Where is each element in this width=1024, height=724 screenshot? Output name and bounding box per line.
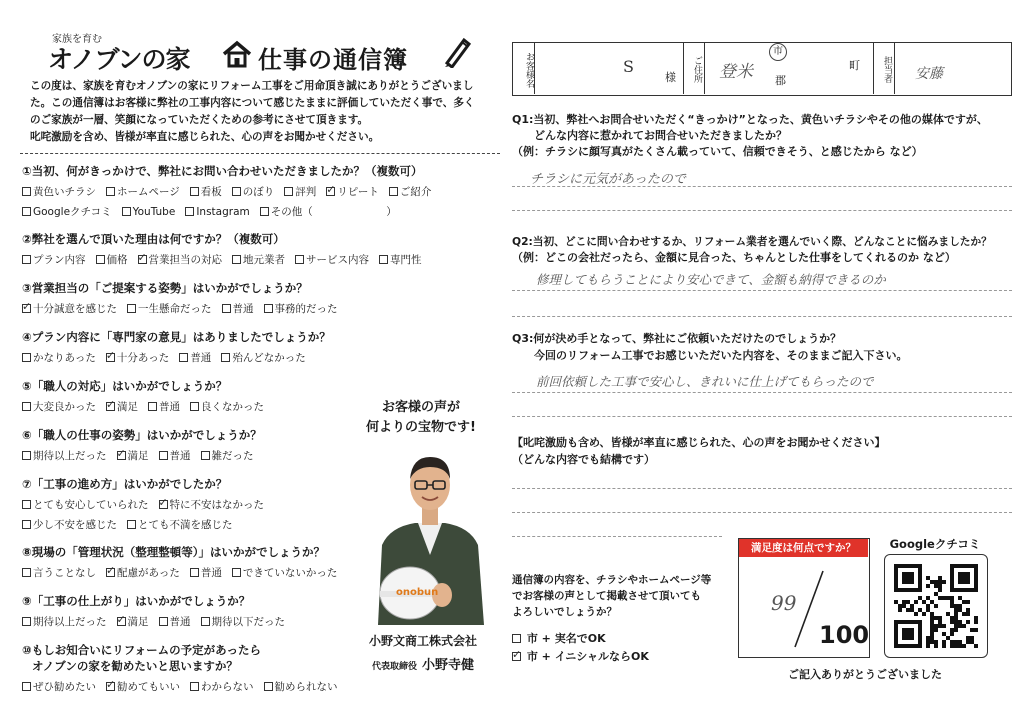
q1-example: （例：チラシに顔写真がたくさん載っていて、信頼できそう、と感じたから など）: [512, 145, 923, 158]
question-title: ④プラン内容に「専門家の意見」はありましたでしょうか？: [22, 330, 331, 344]
option-label: 普通: [169, 450, 191, 462]
option[interactable]: [117, 450, 149, 462]
question-title: ⑩もしお知合いにリフォームの予定があったら: [22, 643, 262, 657]
option[interactable]: [106, 401, 138, 413]
checkbox[interactable]: [179, 353, 188, 362]
option-label: 普通: [232, 303, 254, 315]
option[interactable]: [159, 450, 191, 462]
checkbox[interactable]: [159, 617, 168, 626]
checkbox[interactable]: [389, 187, 398, 196]
q3-line2: 今回のリフォーム工事でお感じいただいた内容を、そのままご記入下さい。: [534, 349, 908, 362]
option[interactable]: [221, 352, 306, 364]
option-label: 価格: [106, 254, 128, 266]
question-1: [22, 163, 492, 219]
option-label: 営業担当の対応: [148, 254, 222, 266]
option-label: 期待以上だった: [33, 450, 107, 462]
q4-block: [512, 434, 1012, 468]
option-label: 看板: [200, 186, 222, 198]
sama-label: 様: [665, 71, 676, 84]
option[interactable]: [284, 186, 316, 198]
option[interactable]: [106, 186, 180, 198]
checkbox[interactable]: [96, 255, 105, 264]
checkbox[interactable]: [190, 568, 199, 577]
checkbox[interactable]: [222, 304, 231, 313]
checkbox[interactable]: [284, 187, 293, 196]
option-label: かなりあった: [33, 352, 96, 364]
publish-line: でお客様の声として掲載させて頂いても: [512, 590, 701, 602]
checkbox[interactable]: [232, 187, 241, 196]
intro-line: この度は、家族を育むオノブンの家にリフォーム工事をご用命頂き誠にありがとうございまし: [30, 80, 474, 92]
option[interactable]: [326, 186, 379, 198]
checkbox[interactable]: [22, 255, 31, 264]
checkbox[interactable]: [260, 207, 269, 216]
option-label: 事務的だった: [274, 303, 338, 315]
rep-title: 代表取締役: [371, 662, 417, 672]
checkbox[interactable]: [22, 304, 31, 313]
option[interactable]: [232, 254, 285, 266]
promo-bubble: [356, 398, 486, 438]
option-label: 黄色いチラシ: [33, 186, 96, 198]
option-label: サービス内容: [306, 254, 369, 266]
q4-line-a: [512, 488, 1012, 489]
option-label: とても安心していられた: [33, 499, 149, 511]
footer-thanks: ご記入ありがとうございました: [788, 668, 942, 681]
q3-answer[interactable]: 前回依頼した工事で安心し、きれいに仕上げてもらったので: [536, 374, 874, 389]
checkbox[interactable]: [159, 451, 168, 460]
checkbox[interactable]: [22, 207, 31, 216]
checkbox[interactable]: [232, 255, 241, 264]
option-label: 地元業者: [243, 254, 285, 266]
checkbox[interactable]: [106, 187, 115, 196]
checkbox[interactable]: [201, 617, 210, 626]
checkbox[interactable]: [22, 402, 31, 411]
option[interactable]: [127, 519, 233, 531]
name-label: お客様名: [524, 51, 534, 88]
option[interactable]: [127, 303, 212, 315]
bubble-line-2: 何よりの宝物です!: [366, 420, 476, 435]
checkbox[interactable]: [106, 353, 115, 362]
google-label: Googleクチコミ: [889, 537, 981, 551]
option[interactable]: [106, 352, 169, 364]
q1-line1: Q1:当初、弊社へお問合せいただく“きっかけ”となった、黄色いチラシやその他の媒体ですが、: [512, 113, 988, 126]
q3-block: [512, 330, 1012, 364]
checkbox[interactable]: [106, 402, 115, 411]
score-box: [738, 538, 870, 658]
brand-name: オノブンの家: [48, 45, 190, 74]
q1-line-b: [512, 210, 1012, 211]
option[interactable]: [22, 519, 117, 531]
option[interactable]: [22, 206, 112, 218]
q4-line1: 【叱咤激励も含め、皆様が率直に感じられた、心の声をお聞かせください】: [512, 436, 886, 449]
representative: [356, 654, 490, 673]
q1-block: [512, 112, 1012, 160]
option[interactable]: [22, 616, 107, 628]
city-value[interactable]: 登米: [719, 62, 753, 82]
q1-line2: どんな内容に惹かれてお問合せいただきましたか？: [534, 129, 787, 142]
q2-line-a: [512, 290, 1012, 291]
option-label: 評判: [295, 186, 317, 198]
checkbox[interactable]: [190, 402, 199, 411]
option[interactable]: [106, 681, 180, 693]
helmet-logo: onobun: [396, 587, 439, 598]
checkbox[interactable]: [201, 451, 210, 460]
option[interactable]: [232, 186, 275, 198]
intro-line: た。この通信簿はお客様に弊社の工事内容について感じたままに評価していただく事で、多く: [30, 97, 475, 109]
option-label: 一生懸命だった: [138, 303, 212, 315]
option-label: 雑だった: [211, 450, 254, 462]
checkbox[interactable]: [117, 617, 126, 626]
option-label: 勧めてもいい: [117, 681, 180, 693]
machi-label: 町: [849, 59, 860, 72]
option-label: 良くなかった: [201, 401, 264, 413]
option-label: リピート: [337, 186, 379, 198]
option[interactable]: [264, 303, 338, 315]
brand-logo: [44, 30, 474, 74]
option-label: Instagram: [196, 206, 250, 218]
intro-line: 叱咤激励を含め、皆様が率直に感じられた、心の声をお聞かせください。: [30, 131, 380, 143]
q2-line-b: [512, 316, 1012, 317]
q4-line-b: [512, 512, 1012, 513]
gun-label: 郡: [775, 74, 786, 87]
staff-label: 担当者: [882, 56, 892, 83]
intro-line: のご家族が一層、笑顔になっていただくための参考にさせて頂きます。: [30, 114, 369, 126]
q2-line1: Q2:当初、どこに問い合わせするか、リフォーム業者を選んでいく際、どんなことに悩みましたか？: [512, 235, 992, 248]
company-name: 小野文商工株式会社: [368, 634, 477, 648]
checkbox[interactable]: [22, 568, 31, 577]
question-title: ⑥「職人の仕事の姿勢」はいかがでしょうか？: [22, 428, 262, 442]
q2-answer[interactable]: 修理してもらうことにより安心できて、金額も納得できるのか: [536, 272, 886, 287]
option[interactable]: [22, 303, 117, 315]
qr-code-icon[interactable]: [894, 564, 978, 648]
checkbox[interactable]: [22, 500, 31, 509]
option-label: ホームページ: [117, 186, 180, 198]
checkbox[interactable]: [232, 568, 241, 577]
publish-opt1-label: 市 + 実名でOK: [526, 632, 606, 645]
option-label: のぼり: [242, 186, 275, 198]
option[interactable]: [190, 681, 254, 693]
option[interactable]: [22, 499, 149, 511]
checkbox[interactable]: [22, 520, 31, 529]
brand-small: 家族を育む: [52, 34, 102, 45]
publish-line: 通信簿の内容を、チラシやホームページ等: [512, 574, 712, 586]
option[interactable]: [148, 401, 180, 413]
option-label: 満足: [117, 401, 138, 413]
publish-line: よろしいでしょうか？: [512, 606, 617, 618]
option-label: YouTube: [132, 206, 176, 218]
option[interactable]: [222, 303, 254, 315]
option[interactable]: [190, 186, 222, 198]
option[interactable]: [22, 681, 96, 693]
checkbox[interactable]: [148, 402, 157, 411]
q2-example: （例：どこの会社だったら、金額に見合った、ちゃんとした仕事をしてくれるのか など）: [512, 251, 956, 264]
option[interactable]: [379, 254, 422, 266]
option[interactable]: [185, 206, 249, 218]
option-label: Googleクチコミ: [33, 206, 112, 218]
option-row: [22, 252, 492, 267]
option-label: 勧められない: [274, 681, 338, 693]
option-label: 配慮があった: [117, 567, 180, 579]
option[interactable]: [159, 616, 191, 628]
checkbox[interactable]: [127, 304, 136, 313]
house-icon: [222, 40, 252, 68]
option-label: その他（ ）: [270, 206, 397, 218]
rep-name: 小野寺健: [422, 658, 475, 673]
option[interactable]: [159, 499, 265, 511]
option[interactable]: [295, 254, 369, 266]
option[interactable]: [22, 567, 96, 579]
intro-text: [30, 78, 500, 146]
checkbox[interactable]: [22, 617, 31, 626]
option[interactable]: [22, 254, 86, 266]
option-label: 十分あった: [116, 352, 170, 364]
option[interactable]: [22, 401, 96, 413]
checkbox[interactable]: [122, 207, 131, 216]
option[interactable]: [264, 681, 338, 693]
question-title-2: オノブンの家を勧めたいと思いますか？: [32, 659, 238, 673]
option-label: できていないかった: [242, 567, 338, 579]
question-title: ③営業担当の「ご提案する姿勢」はいかがでしょうか？: [22, 281, 308, 295]
option-label: 普通: [169, 616, 191, 628]
checkbox[interactable]: [127, 520, 136, 529]
publish-opt2[interactable]: [512, 648, 649, 664]
checkbox[interactable]: [138, 255, 147, 264]
option-label: 普通: [190, 352, 212, 364]
checkbox[interactable]: [326, 187, 335, 196]
publish-opt1-checkbox[interactable]: [512, 634, 521, 643]
option-label: とても不満を感じた: [138, 519, 233, 531]
score-value[interactable]: 99: [771, 591, 797, 615]
address-label: ご住所: [692, 56, 702, 83]
checkbox[interactable]: [106, 568, 115, 577]
option-label: 言うことなし: [33, 567, 96, 579]
president-photo: [370, 445, 490, 625]
shi-text: 市: [773, 46, 783, 57]
q1-answer[interactable]: チラシに元気があったので: [530, 172, 686, 187]
page-title: 仕事の通信簿: [258, 46, 408, 74]
option-label: 専門性: [390, 254, 422, 266]
q4-line-c: [512, 536, 722, 537]
checkbox[interactable]: [379, 255, 388, 264]
checkbox[interactable]: [106, 682, 115, 691]
bubble-line-1: お客様の声が: [381, 400, 460, 415]
option[interactable]: [260, 206, 397, 218]
intro-divider: [20, 153, 500, 154]
option-label: 特に不安はなかった: [169, 499, 264, 511]
checkbox[interactable]: [190, 682, 199, 691]
option-label: プラン内容: [33, 254, 86, 266]
qr-frame[interactable]: [884, 554, 988, 658]
pencil-icon: [442, 34, 472, 68]
option[interactable]: [22, 450, 107, 462]
question-title: ⑨「工事の仕上がり」はいかがでしょうか？: [22, 594, 251, 608]
option-row: [22, 301, 492, 316]
option-label: 十分誠意を感じた: [33, 303, 117, 315]
option-label: 期待以上だった: [33, 616, 107, 628]
option[interactable]: [201, 616, 286, 628]
checkbox[interactable]: [159, 500, 168, 509]
option-row: [22, 184, 492, 199]
checkbox[interactable]: [221, 353, 230, 362]
option-label: 殆んどなかった: [232, 352, 306, 364]
checkbox[interactable]: [185, 207, 194, 216]
question-title: ⑧現場の「管理状況（整理整頓等）」はいかがでしょうか？: [22, 545, 325, 559]
checkbox[interactable]: [295, 255, 304, 264]
question-title: ①当初、何がきっかけで、弊社にお問い合わせいただきましたか？（複数可）: [22, 164, 423, 178]
score-title: 満足度は何点ですか？: [739, 539, 868, 557]
option[interactable]: [138, 254, 223, 266]
address-label-cell: [683, 43, 705, 94]
option-label: 少し不安を感じた: [33, 519, 117, 531]
staff-value[interactable]: 安藤: [915, 66, 943, 82]
question-title: ⑦「工事の進め方」はいかがでしたか？: [22, 477, 228, 491]
publish-opt2-label: 市 + イニシャルならOK: [526, 650, 649, 663]
q1-line-a: [512, 186, 1012, 187]
option-label: 普通: [159, 401, 180, 413]
question-4: [22, 329, 492, 365]
option[interactable]: [22, 352, 96, 364]
staff-label-cell: [873, 43, 895, 94]
option-label: 満足: [127, 616, 149, 628]
option[interactable]: [22, 186, 96, 198]
publish-block: [512, 572, 732, 620]
option-row: [22, 350, 492, 365]
checkbox[interactable]: [190, 187, 199, 196]
question-title: ⑤「職人の対応」はいかがでしょうか？: [22, 379, 228, 393]
option-row: [22, 679, 492, 694]
checkbox[interactable]: [264, 682, 273, 691]
option[interactable]: [96, 254, 128, 266]
option[interactable]: [190, 401, 264, 413]
option[interactable]: [122, 206, 176, 218]
option[interactable]: [117, 616, 149, 628]
option-label: ご紹介: [399, 186, 432, 198]
checkbox[interactable]: [22, 682, 31, 691]
q3-line-a: [512, 392, 1012, 393]
shi-label: [769, 43, 787, 61]
question-3: [22, 280, 492, 316]
customer-name[interactable]: S: [623, 57, 634, 76]
option[interactable]: [190, 567, 222, 579]
checkbox[interactable]: [22, 353, 31, 362]
score-max: 100: [819, 621, 870, 649]
checkbox[interactable]: [22, 187, 31, 196]
question-2: [22, 231, 492, 267]
checkbox[interactable]: [22, 451, 31, 460]
option[interactable]: [106, 567, 180, 579]
q4-line2: （どんな内容でも結構です）: [512, 453, 655, 466]
name-label-cell: [513, 43, 535, 94]
checkbox[interactable]: [117, 451, 126, 460]
option-row: [22, 204, 492, 219]
publish-opt1[interactable]: [512, 630, 606, 646]
customer-table: [512, 42, 1012, 96]
option-label: 大変良かった: [33, 401, 96, 413]
option-label: 普通: [200, 567, 222, 579]
q3-line-b: [512, 416, 1012, 417]
option[interactable]: [389, 186, 432, 198]
option[interactable]: [232, 567, 338, 579]
option-label: 期待以下だった: [211, 616, 285, 628]
option[interactable]: [201, 450, 254, 462]
q3-line1: Q3:何が決め手となって、弊社にご依頼いただけたのでしょうか？: [512, 332, 842, 345]
option-label: わからない: [201, 681, 254, 693]
checkbox[interactable]: [264, 304, 273, 313]
option-label: 満足: [127, 450, 149, 462]
option[interactable]: [179, 352, 211, 364]
question-title: ②弊社を選んで頂いた理由は何ですか？（複数可）: [22, 232, 285, 246]
publish-opt2-checkbox[interactable]: [512, 652, 521, 661]
q2-block: [512, 234, 1012, 266]
option-label: ぜひ勧めたい: [33, 681, 96, 693]
